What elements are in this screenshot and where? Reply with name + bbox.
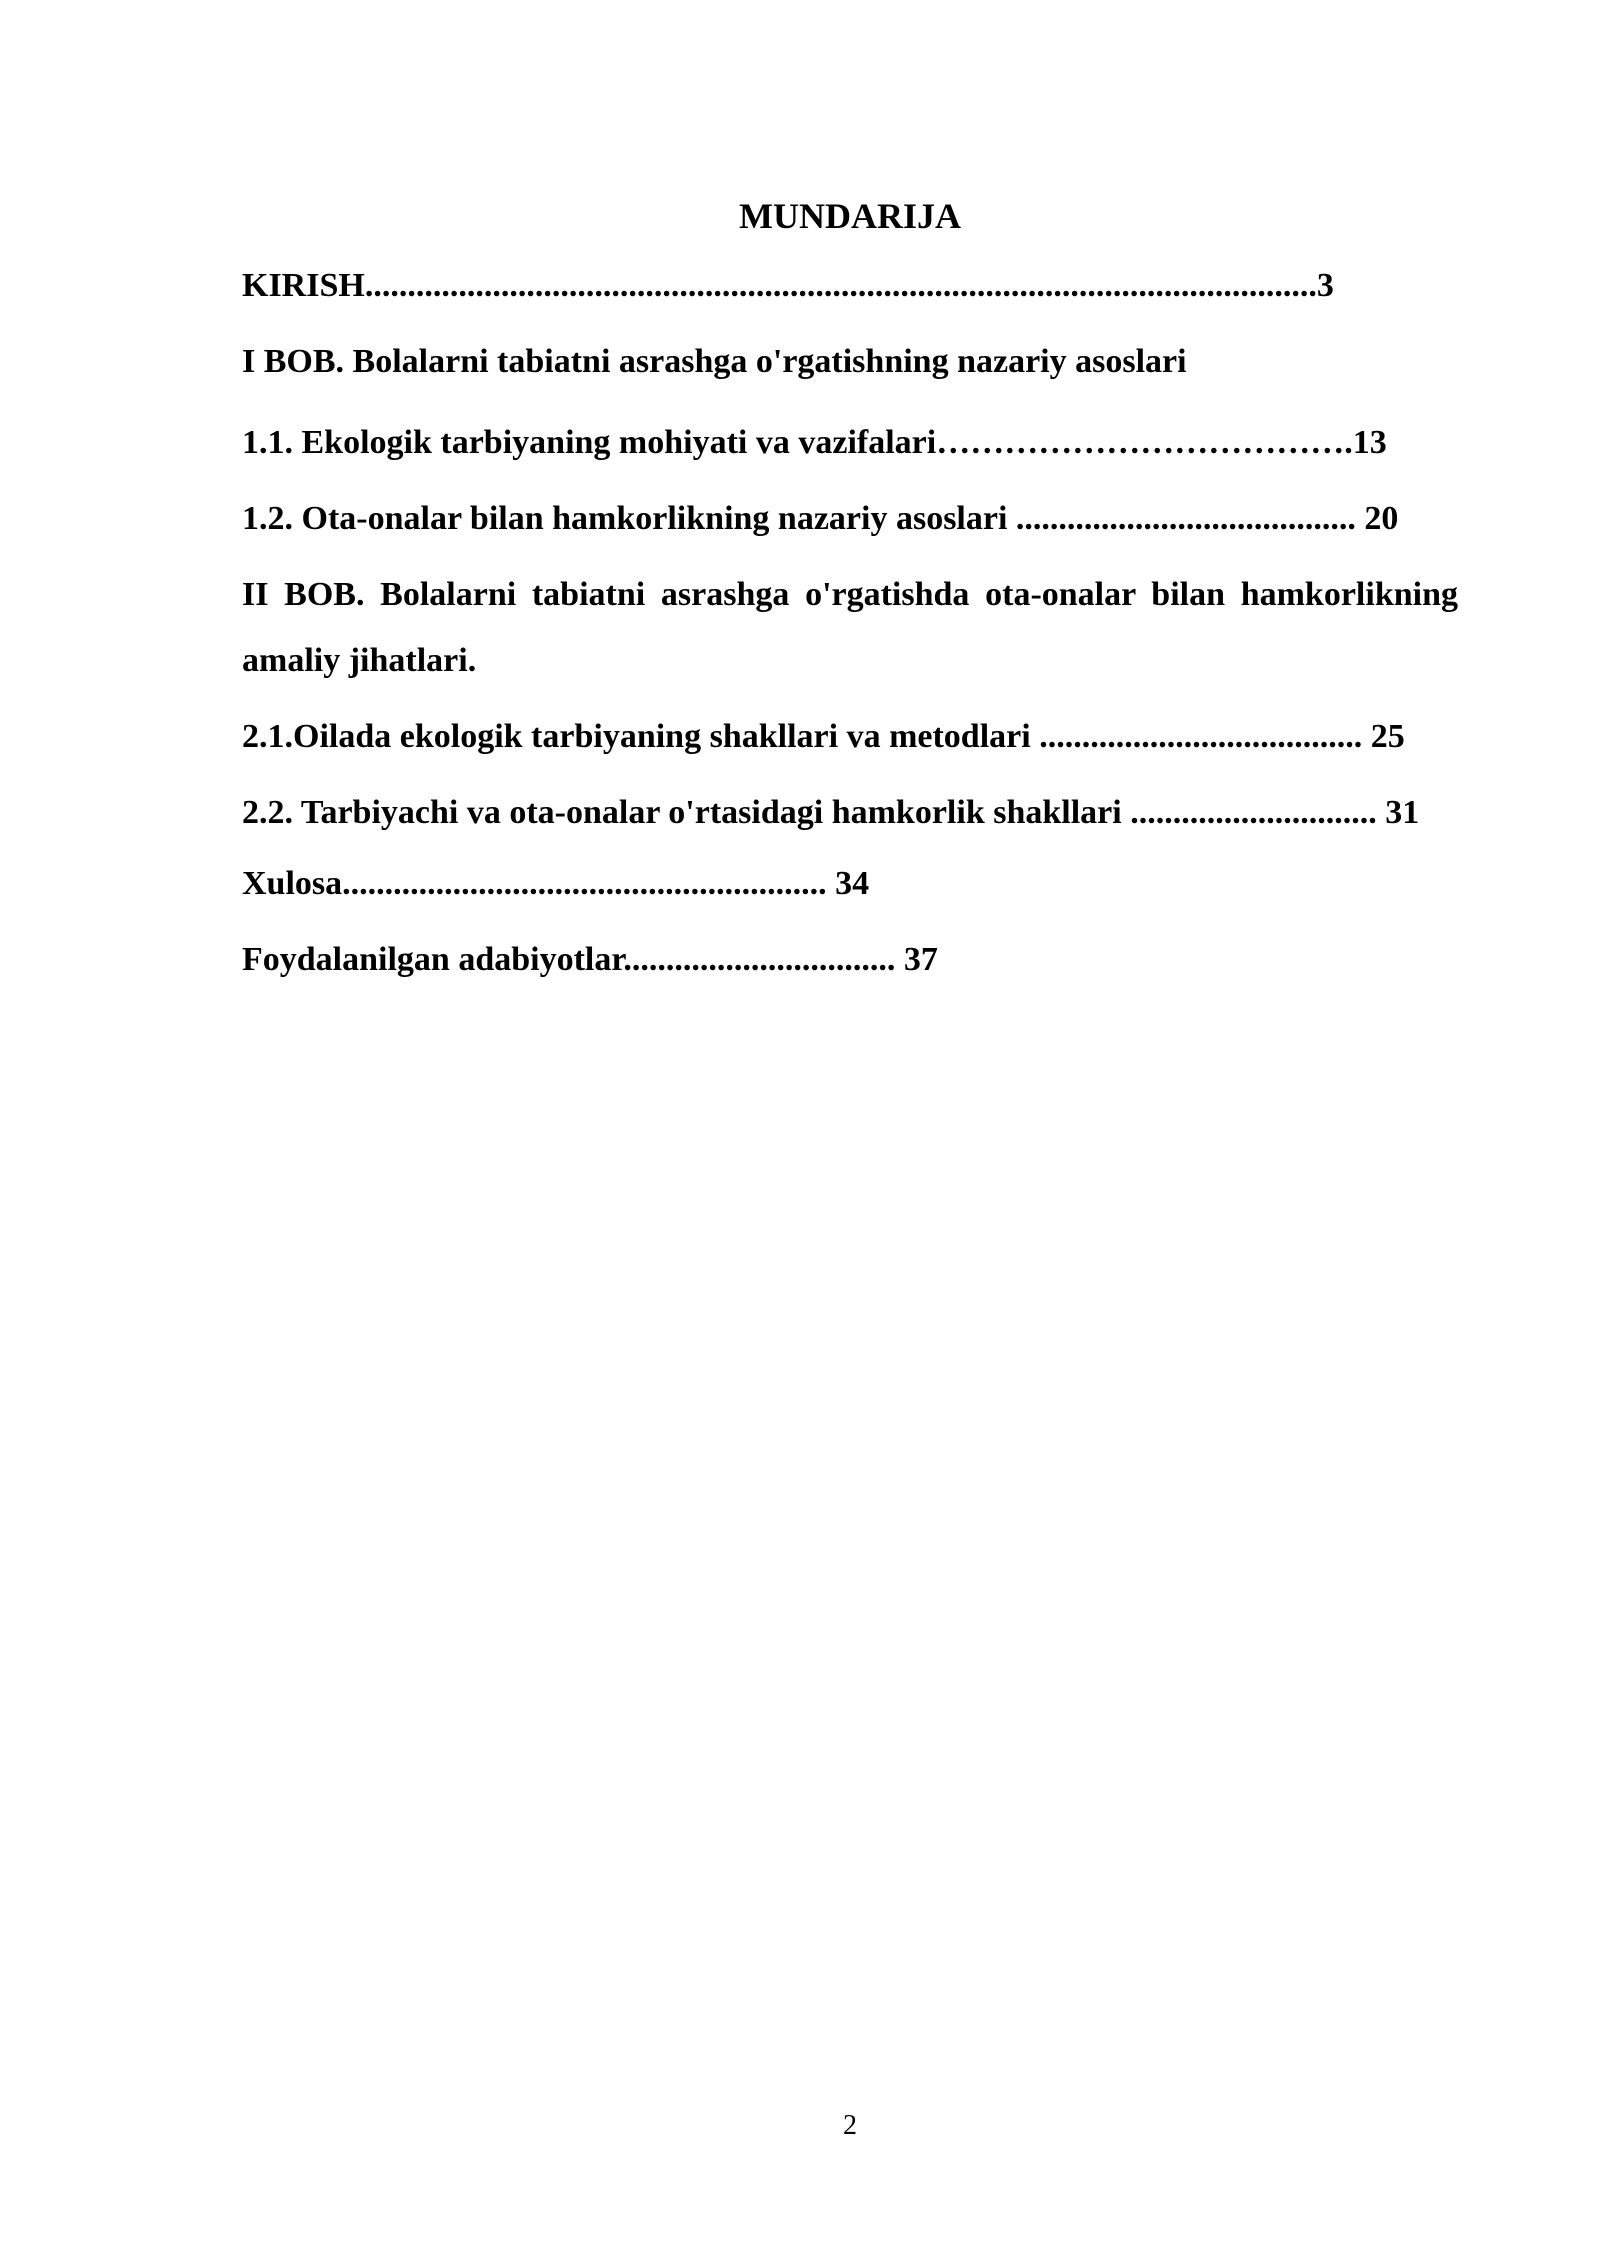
toc-entry-chapter-2: II BOB. Bolalarni tabiatni asrashga o'rgatishda ota-onalar bilan hamkorlikning amaliy jihatlari. — [242, 576, 1458, 679]
toc-entry-chapter-1: I BOB. Bolalarni tabiatni asrashga o'rgatishning nazariy asoslari — [242, 343, 1187, 380]
toc-title: MUNDARIJA — [739, 196, 961, 236]
toc-entry-section-1-1: 1.1. Ekologik tarbiyaning mohiyati va vazifalari……………………………….13 — [242, 424, 1387, 461]
table-of-contents — [242, 258, 1458, 1008]
page-number: 2 — [843, 2110, 857, 2141]
toc-entry-introduction: KIRISH................................................................................................................3 — [242, 267, 1334, 304]
toc-entry-section-2-2: 2.2. Tarbiyachi va ota-onalar o'rtasidagi hamkorlik shakllari ............................. 31 — [242, 794, 1420, 831]
toc-entry-section-1-2: 1.2. Ota-onalar bilan hamkorlikning nazariy asoslari ........................................ 20 — [242, 500, 1399, 537]
toc-entry-references: Foydalanilgan adabiyotlar................................ 37 — [242, 941, 938, 978]
toc-entry-section-2-1: 2.1.Oilada ekologik tarbiyaning shakllari va metodlari ...................................... 25 — [242, 718, 1405, 755]
toc-entry-conclusion: Xulosa......................................................... 34 — [242, 865, 870, 902]
